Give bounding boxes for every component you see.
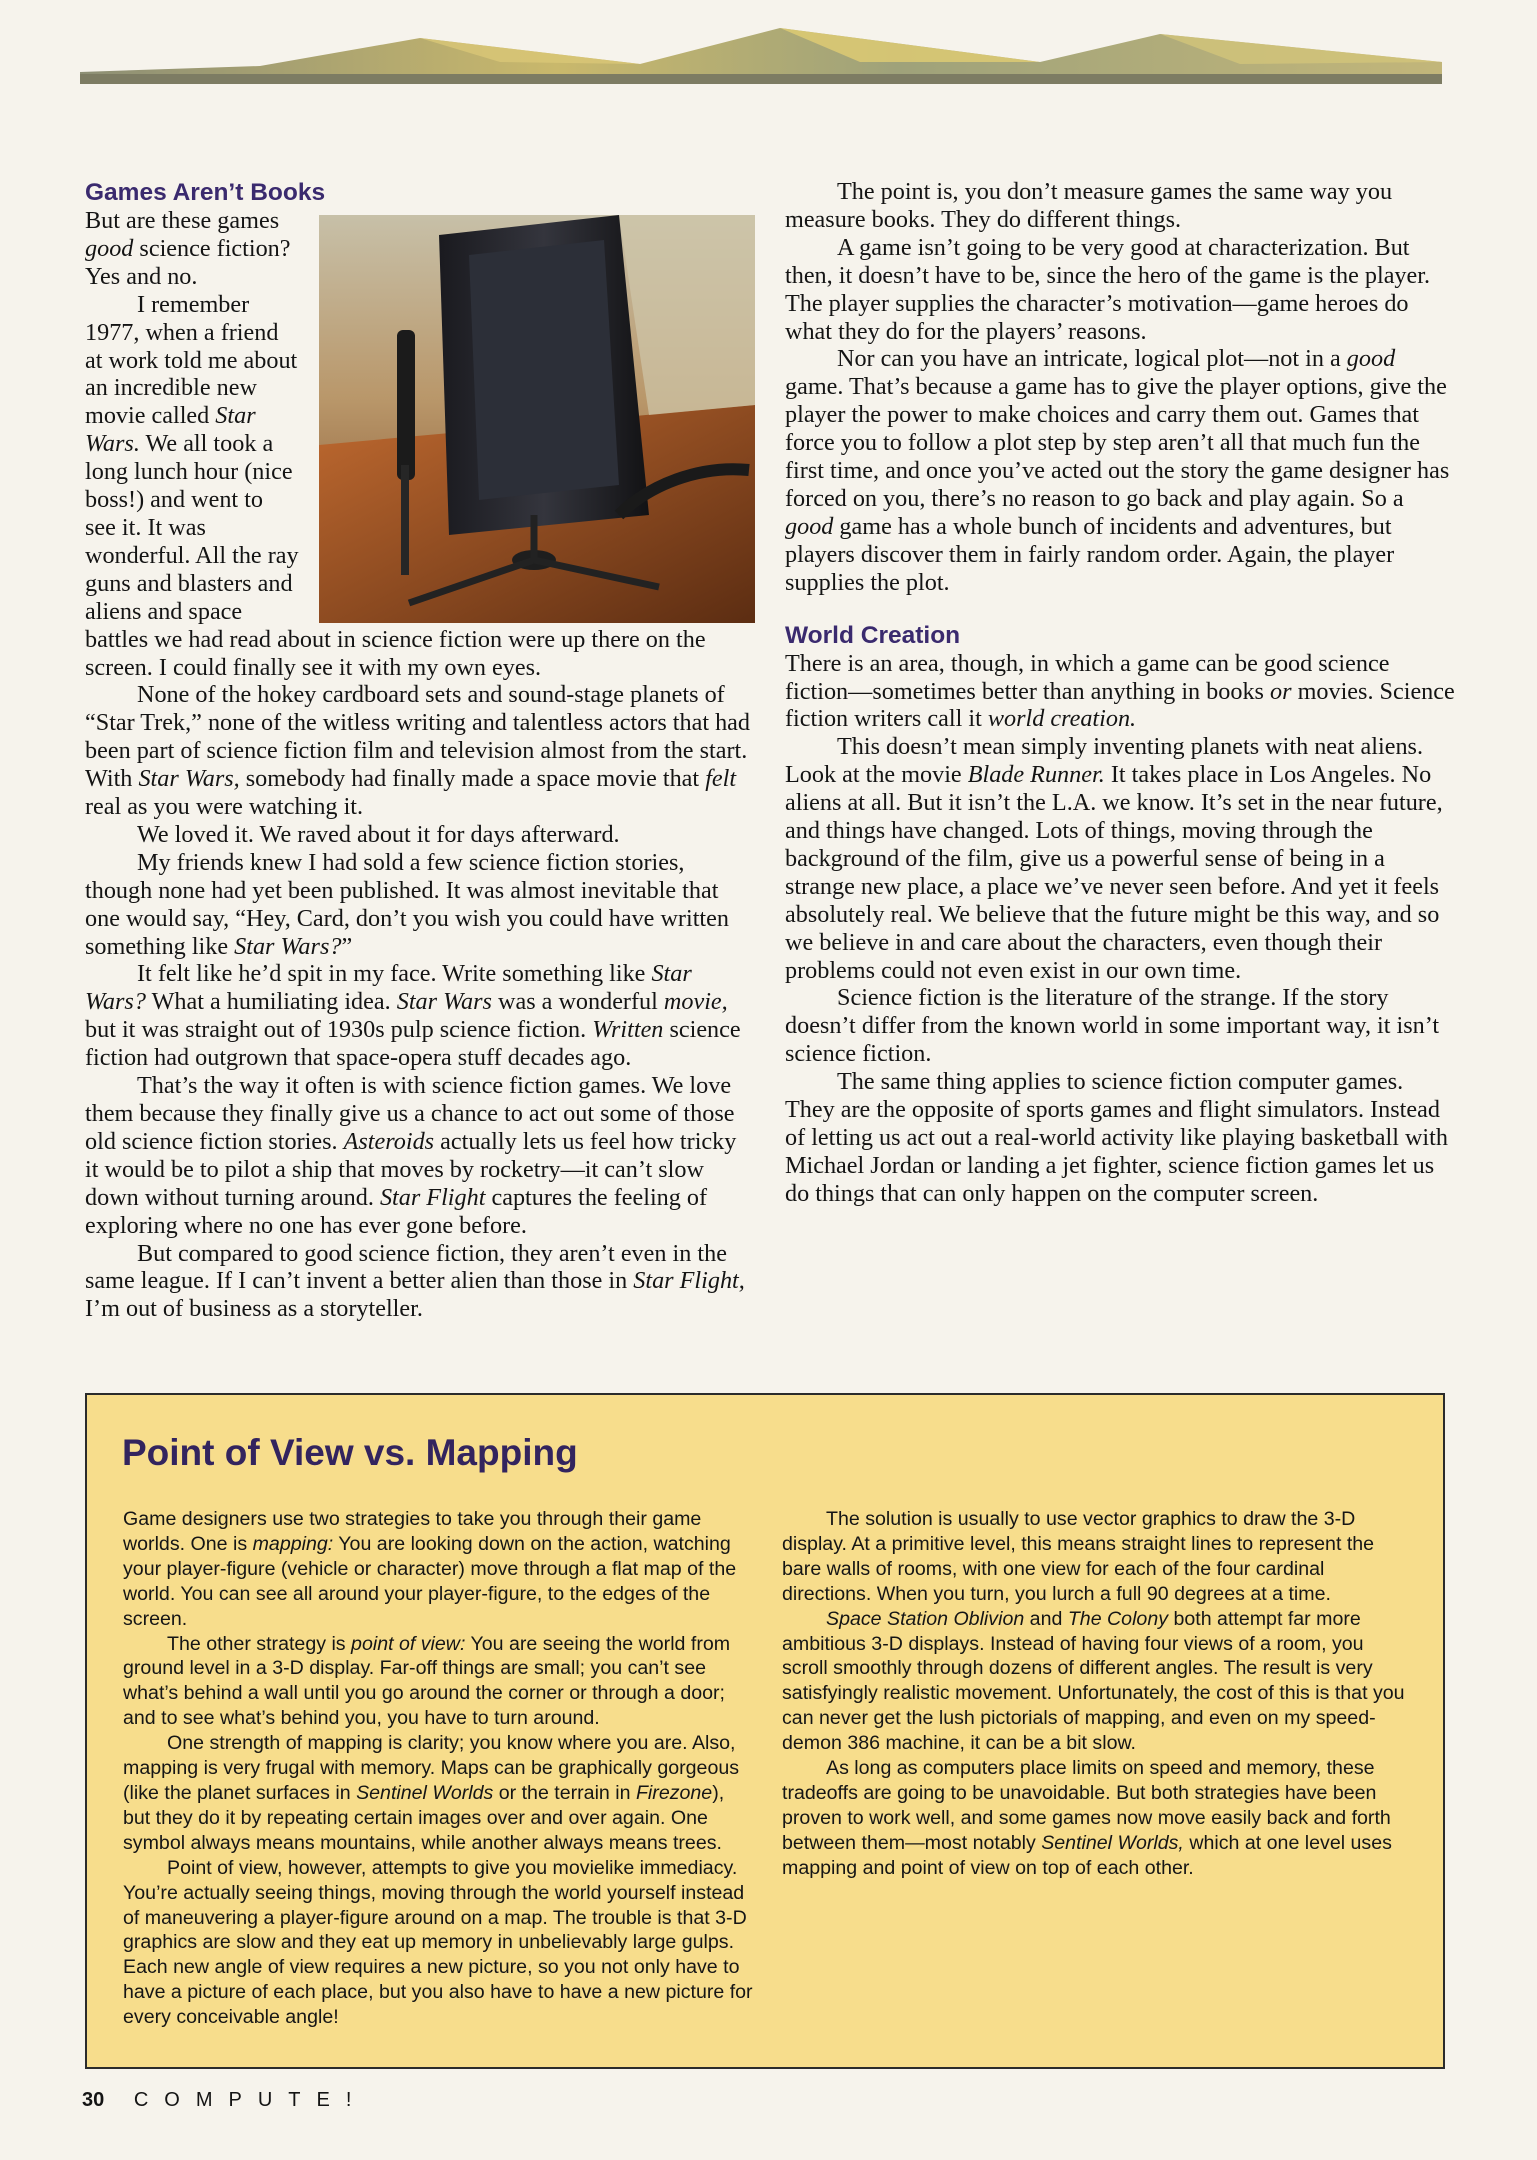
paragraph: That’s the way it often is with science fiction games. We love them because they finally give us a chance to act out some of those old science fiction stories. Asteroids actually lets us feel how tricky it would be to pilot a ship that moves by rocketry—it can’t slow down without turning around. Star Flight captures the feeling of exploring where no one has ever gone before. (85, 1072, 737, 1239)
sidebar-box (85, 1393, 1445, 2069)
paragraph: The point is, you don’t measure games the same way you measure books. They do different things. (785, 178, 1393, 233)
header-mountain-banner (80, 22, 1442, 84)
page-footer (82, 2086, 367, 2114)
sidebar-paragraph: One strength of mapping is clarity; you know where you are. Also, mapping is very frugal with memory. Maps can be graphically gorgeous (like the planet surfaces in Sentinel Worlds or the terrain in Firezone), but they do it by repeating certain images over and over again. One symbol always means mountains, while another always means trees. (123, 1732, 740, 1854)
paragraph: Science fiction is the literature of the strange. If the story doesn’t differ from the known world in some important way, it isn’t science fiction. (785, 984, 1440, 1068)
paragraph: There is an area, though, in which a game can be good science fiction—sometimes better than anything in books or movies. Science fiction writers call it world creation. (785, 649, 1455, 733)
article-body (85, 178, 1455, 1368)
paragraph: I remember 1977, when a friend at work told me about an incredible new movie called Star Wars. We all took a long lunch hour (nice boss!) and went to see it. It was wonderful. All the ray guns and blasters and aliens and space battles we had read about in science fiction were up there on the screen. I could finally see it with my own eyes. (85, 290, 706, 681)
sidebar-paragraph: Point of view, however, attempts to give you movielike immediacy. You’re actually seeing things, moving through the world yourself instead of maneuvering a player-figure around on a map. The trouble is that 3-D graphics are slow and they eat up memory in unbelievably large gulps. Each new angle of view requires a new picture, so you not only have to have a picture of each place, but you also have to have a new picture for every conceivable angle! (123, 1856, 753, 2029)
article-photo (319, 215, 755, 623)
page-number: 30 (82, 2089, 105, 2111)
paragraph: We loved it. We raved about it for days afterward. (137, 820, 620, 848)
sidebar-paragraph: The other strategy is point of view: You are seeing the world from ground level in a 3-D display. Far-off things are small; you can’t see what’s behind a wall until you go around the corner or through a door; and to see what’s behind you, you have to turn around. (123, 1632, 731, 1730)
paragraph: It felt like he’d spit in my face. Write something like Star Wars? What a humiliating idea. Star Wars was a wonderful movie, but it was straight out of 1930s pulp science fiction. Written science fiction had outgrown that space-opera stuff decades ago. (85, 960, 741, 1072)
sidebar-paragraph: As long as computers place limits on speed and memory, these tradeoffs are going to be unavoidable. But both strategies have been proven to work well, and some games now move easily back and forth between them—most notably Sentinel Worlds, which at one level uses mapping and point of view on top of each other. (782, 1757, 1392, 1879)
section-heading-world-creation: World Creation (785, 621, 961, 649)
paragraph: This doesn’t mean simply inventing planets with neat aliens. Look at the movie Blade Runner. It takes place in Los Angeles. No aliens at all. But it isn’t the L.A. we know. It’s set in the near future, and things have changed. Lots of things, moving through the background of the film, give us a powerful sense of being in a strange new place, a place we’ve never seen before. And yet it feels absolutely real. We believe that the future might be this way, and so we believe in and care about the characters, even though their problems could not even exist in our own time. (785, 733, 1443, 984)
sidebar-paragraph: Game designers use two strategies to take you through their game worlds. One is mapping: You are looking down on the action, watching your player-figure (vehicle or character) move through a flat map of the world. You can see all around your player-figure, to the edges of the screen. (123, 1508, 737, 1630)
paragraph: The same thing applies to science fiction computer games. They are the opposite of sports games and flight simulators. Instead of letting us act out a real-world activity like playing basketball with Michael Jordan or landing a jet fighter, science fiction games let us do things that can only happen on the computer screen. (785, 1068, 1448, 1207)
paragraph: None of the hokey cardboard sets and sound-stage planets of “Star Trek,” none of the witless writing and talentless actors that had been part of science fiction film and television almost from the start. With Star Wars, somebody had finally made a space movie that felt real as you were watching it. (85, 681, 751, 821)
sidebar-paragraph: The solution is usually to use vector graphics to draw the 3-D display. At a primitive level, this means straight lines to represent the bare walls of rooms, with one view for each of the four cardinal directions. When you turn, you lurch a full 90 degrees at a time. (782, 1508, 1375, 1605)
paragraph: But compared to good science fiction, they aren’t even in the same league. If I can’t invent a better alien than those in Star Flight, I’m out of business as a storyteller. (85, 1239, 745, 1323)
magazine-name: COMPUTE! (133, 2089, 368, 2111)
paragraph: My friends knew I had sold a few science fiction stories, though none had yet been published. It was almost inevitable that one would say, “Hey, Card, don’t you wish you could have written something like Star Wars?” (85, 848, 729, 960)
paragraph: A game isn’t going to be very good at characterization. But then, it doesn’t have to be, since the hero of the game is the player. The player supplies the character’s motivation—game heroes do what they do for the players’ reasons. (785, 233, 1431, 345)
paragraph: But are these games good science fiction? Yes and no. (85, 207, 291, 290)
sidebar-body (123, 1507, 1413, 2062)
paragraph: Nor can you have an intricate, logical plot—not in a good game. That’s because a game has to give the player options, give the player the power to make choices and carry them out. Games that force you to follow a plot step by step aren’t all that much fun the first time, and once you’ve acted out the story the game designer has forced on you, there’s no reason to go back and play again. So a good game has a whole bunch of incidents and adventures, but players discover them in fairly random order. Again, the player supplies the plot. (785, 345, 1450, 596)
section-heading-games-arent-books: Games Aren’t Books (85, 179, 326, 206)
sidebar-paragraph: Space Station Oblivion and The Colony both attempt far more ambitious 3-D displays. Instead of having four views of a room, you scroll smoothly through dozens of different angles. The result is very satisfyingly realistic movement. Unfortunately, the cost of this is that you can never get the lush pictorials of mapping, and even on my speed-demon 386 machine, it can be a bit slow. (782, 1607, 1405, 1755)
sidebar-title: Point of View vs. Mapping (122, 1432, 578, 1473)
